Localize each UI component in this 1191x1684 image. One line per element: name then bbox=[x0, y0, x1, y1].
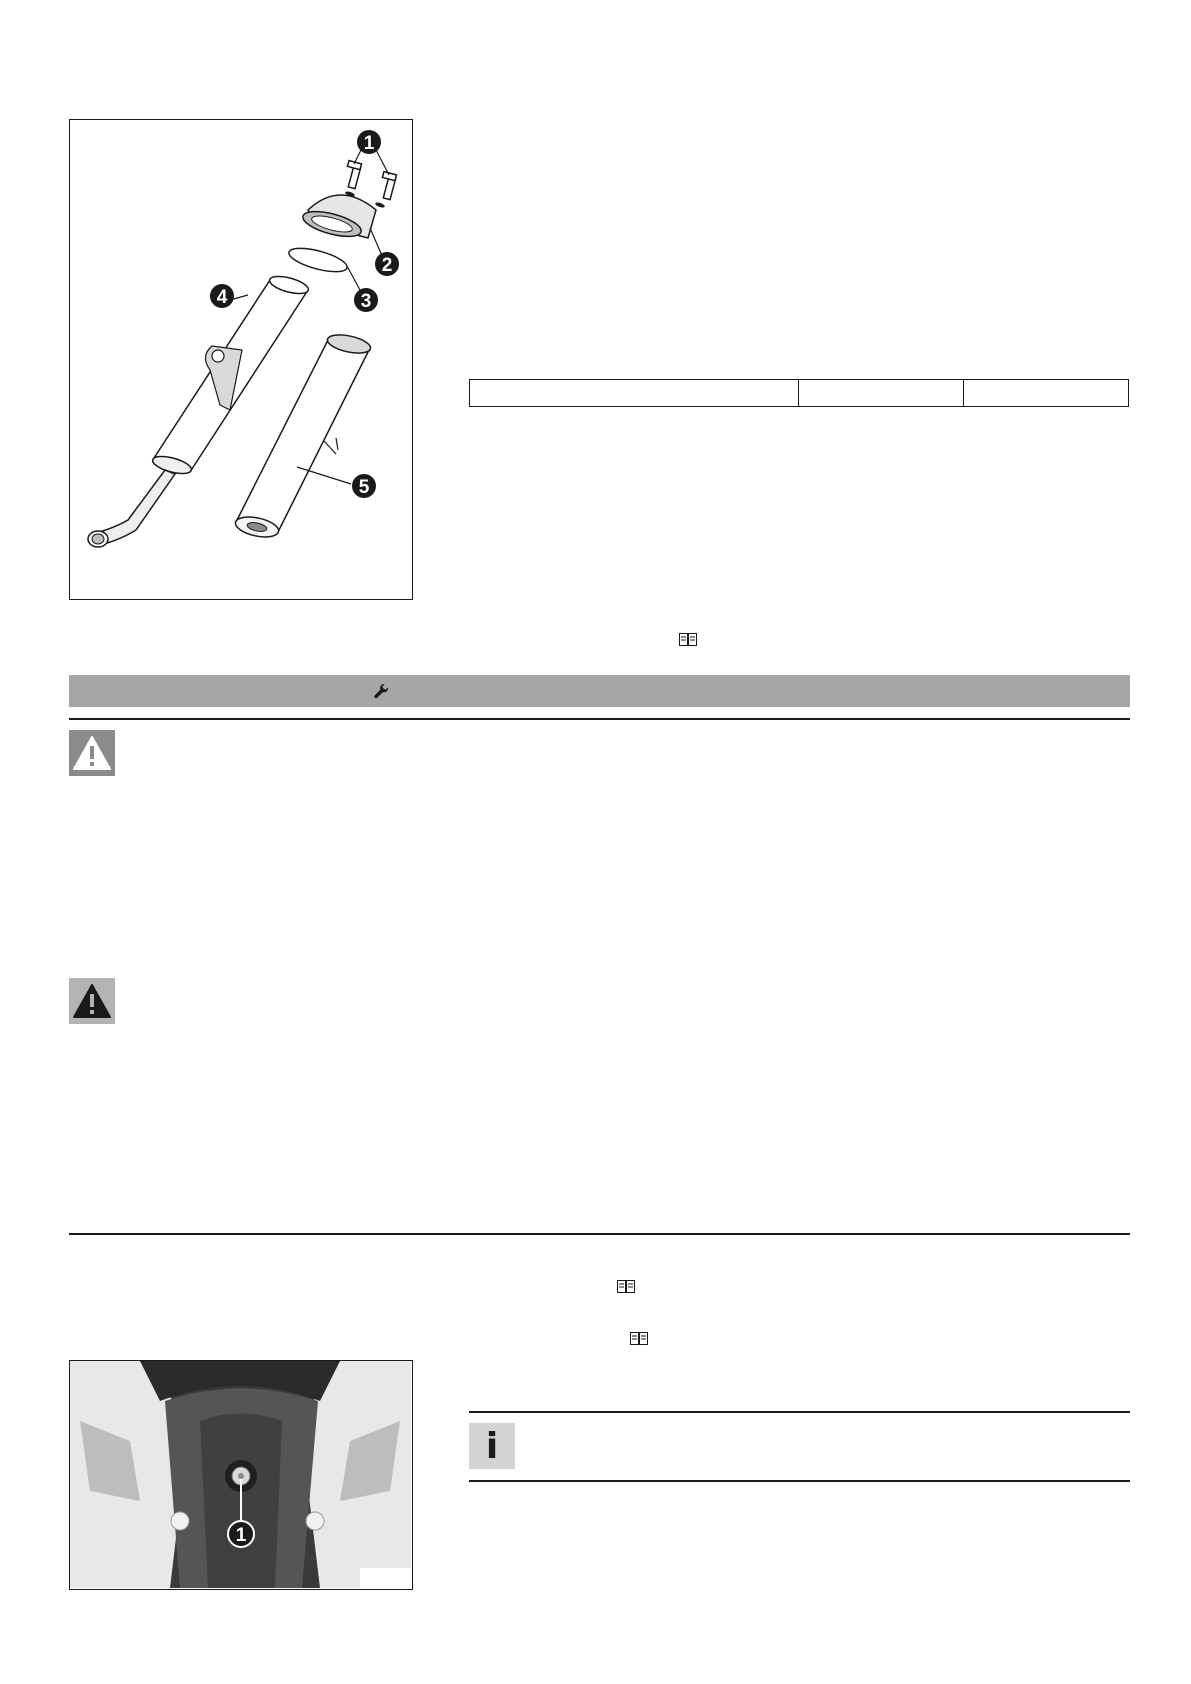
warning-box-2 bbox=[69, 978, 115, 1024]
svg-text:5: 5 bbox=[358, 477, 370, 498]
svg-text:2: 2 bbox=[381, 255, 393, 276]
callout-4 bbox=[210, 284, 234, 308]
muffler-exploded-drawing bbox=[70, 120, 411, 598]
wrench-icon bbox=[373, 683, 389, 699]
seat-area-photo bbox=[70, 1361, 411, 1588]
callout-1 bbox=[357, 130, 381, 154]
spec-cell-value bbox=[799, 380, 964, 407]
callout-2 bbox=[375, 252, 399, 276]
svg-text:1: 1 bbox=[235, 1525, 247, 1546]
section-divider bbox=[69, 718, 1130, 720]
spec-table bbox=[469, 379, 1129, 407]
o-ring bbox=[287, 244, 350, 277]
warning-triangle-icon bbox=[72, 735, 112, 771]
caution-triangle-icon bbox=[72, 983, 112, 1019]
section-heading-bar bbox=[69, 675, 1130, 707]
callout-3 bbox=[354, 288, 378, 312]
seat-screw-photo bbox=[69, 1360, 413, 1590]
section-divider-bottom bbox=[69, 1233, 1130, 1235]
svg-text:3: 3 bbox=[360, 291, 372, 312]
info-note-top-rule bbox=[469, 1411, 1130, 1413]
muffler-exploded-figure bbox=[69, 119, 413, 600]
manual-reference-icon[interactable] bbox=[630, 1332, 648, 1346]
screw-left bbox=[347, 161, 361, 189]
photo-callout-1 bbox=[228, 1521, 254, 1547]
info-icon: i bbox=[469, 1423, 515, 1469]
spec-cell-reference bbox=[964, 380, 1129, 407]
manual-reference-icon[interactable] bbox=[617, 1280, 635, 1294]
svg-text:4: 4 bbox=[216, 287, 228, 308]
spec-table-row bbox=[470, 380, 1129, 407]
screw-right bbox=[382, 172, 396, 200]
manual-reference-icon[interactable] bbox=[679, 633, 697, 647]
warning-box-1 bbox=[69, 730, 115, 776]
callout-5 bbox=[352, 474, 376, 498]
svg-text:1: 1 bbox=[363, 133, 375, 154]
info-note-bottom-rule bbox=[469, 1480, 1130, 1482]
spec-cell-description bbox=[470, 380, 799, 407]
end-cap bbox=[300, 195, 376, 241]
